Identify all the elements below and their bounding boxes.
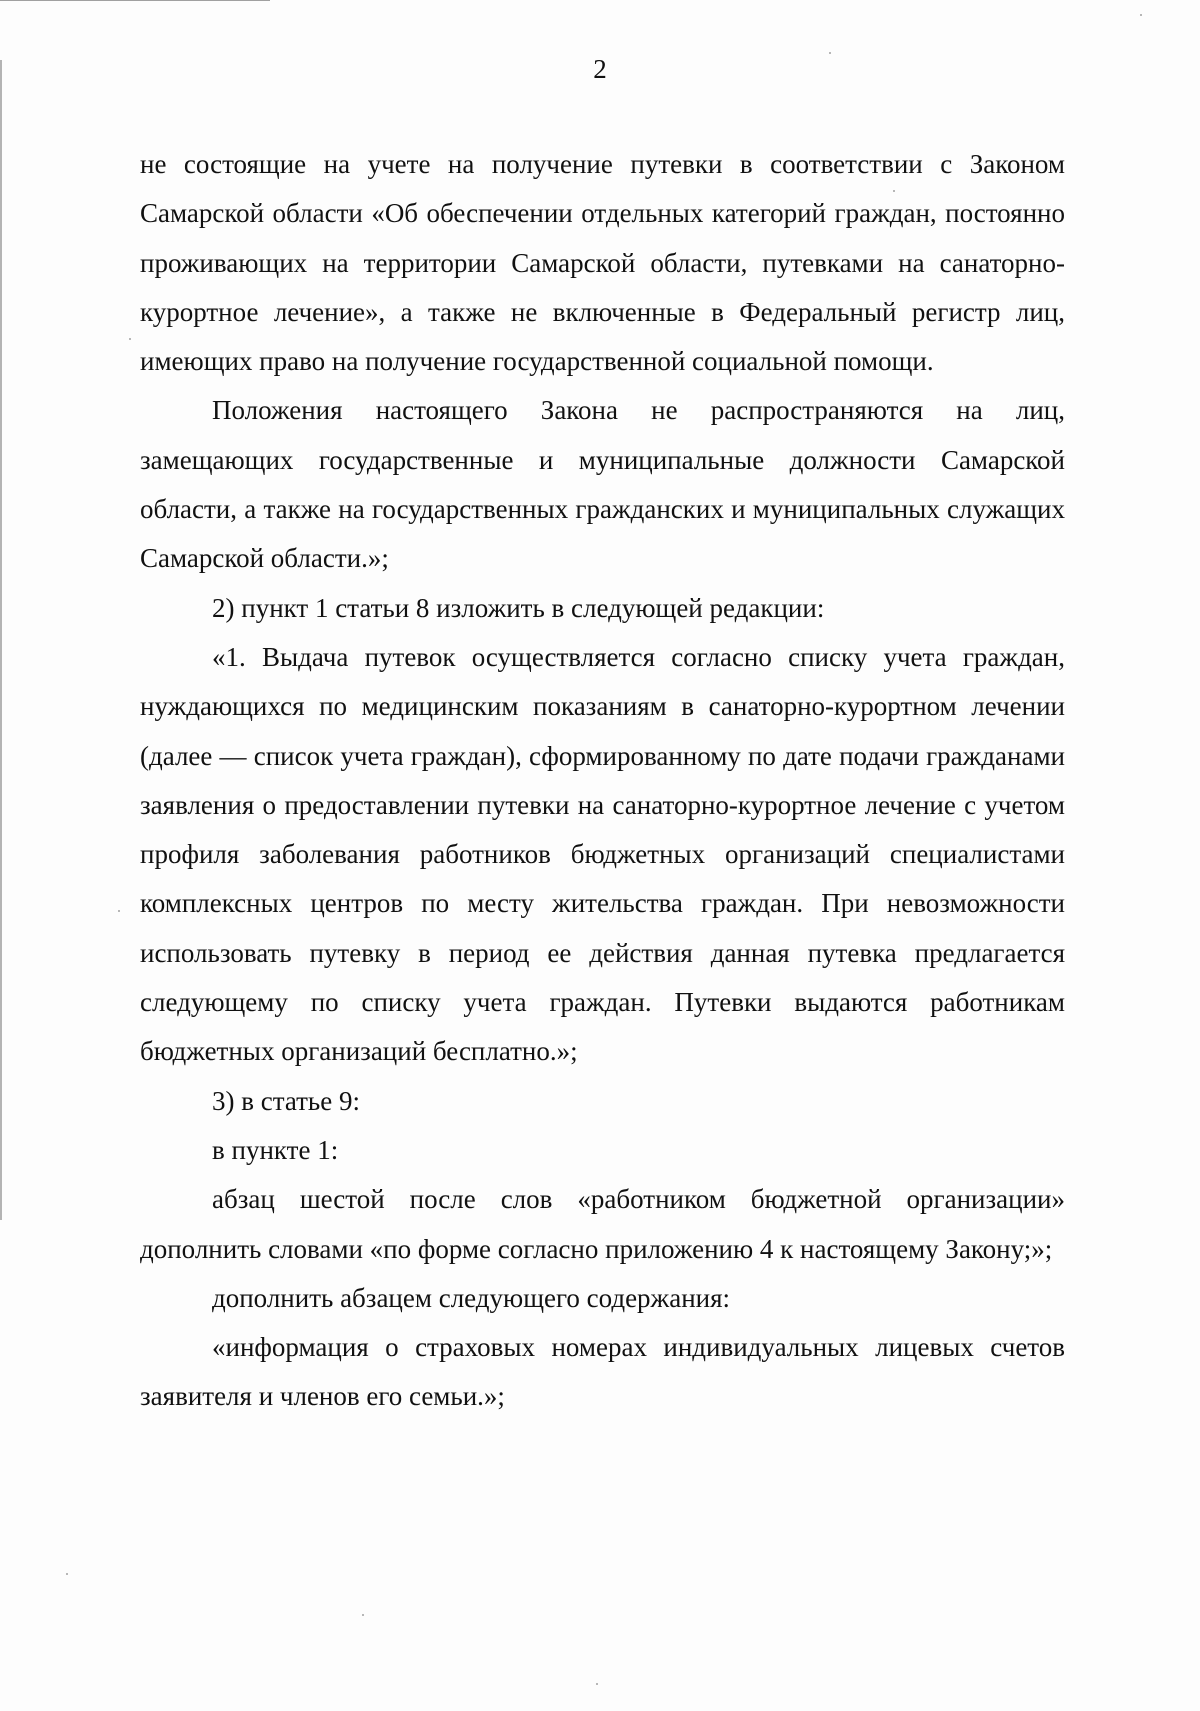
paragraph: абзац шестой после слов «работником бюджетной организации» дополнить словами «по форме согласно приложению 4 к настоящему Закону;»; [140, 1184, 1065, 1264]
paragraph: в пункте 1: [212, 1134, 339, 1165]
paragraph: дополнить абзацем следующего содержания: [212, 1282, 731, 1313]
paragraph: «1. Выдача путевок осуществляется согласно списку учета граждан, нуждающихся по медицинским показаниям в санаторно-курортном лечении (далее — список учета граждан), сформированному по дате подачи гражданами заявления о предоставлении путевки на санаторно-курортное лечение с учетом профиля заболевания работников бюджетных организаций специалистами комплексных центров по месту жительства граждан. При невозможности использовать путевку в период ее действия данная путевка предлагается следующему по списку учета граждан. Путевки выдаются работникам бюджетных организаций бесплатно.»; [140, 641, 1065, 1067]
scan-speck [596, 1683, 598, 1685]
scan-speck [1140, 14, 1142, 16]
scan-edge-top [0, 0, 270, 1]
scan-speck [118, 910, 120, 912]
scan-speck [129, 338, 131, 340]
page-number: 2 [593, 54, 607, 84]
scan-speck [66, 1573, 68, 1575]
paragraph-continuation: не состоящие на учете на получение путевки в соответствии с Законом Самарской области «Об обеспечении отдельных категорий граждан, постоянно проживающих на территории Самарской области, путевками на санаторно-курортное лечение», а также не включенные в Федеральный регистр лиц, имеющих право на получение государственной социальной помощи. [140, 149, 1065, 377]
paragraph: 2) пункт 1 статьи 8 изложить в следующей редакции: [212, 592, 825, 623]
scan-edge-left [0, 60, 2, 1220]
paragraph: «информация о страховых номерах индивидуальных лицевых счетов заявителя и членов его семьи.»; [140, 1332, 1065, 1412]
paragraph: Положения настоящего Закона не распространяются на лиц, замещающих государственные и муниципальные должности Самарской области, а также на государственных гражданских и муниципальных служащих Самарской области.»; [140, 395, 1065, 574]
document-body [140, 140, 1065, 1422]
scan-speck [362, 1614, 364, 1616]
paragraph: 3) в статье 9: [212, 1085, 360, 1116]
